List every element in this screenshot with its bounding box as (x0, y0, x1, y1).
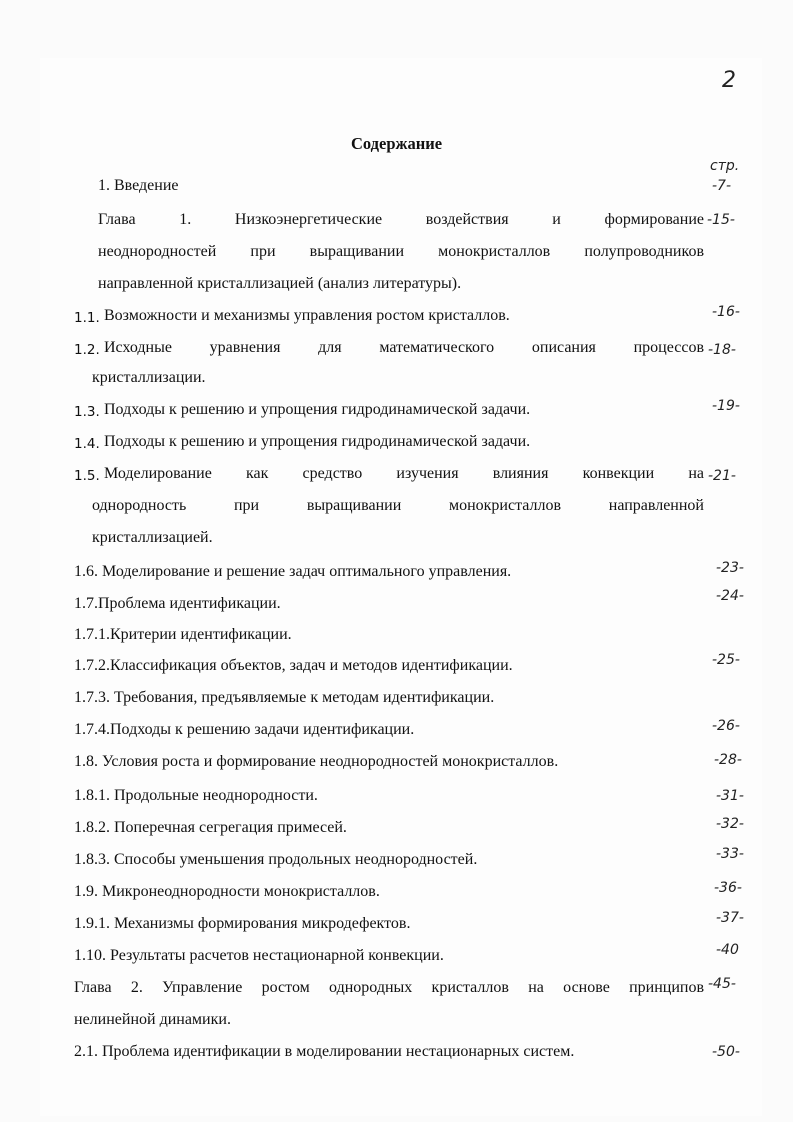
toc-page-1-6: -23- (716, 560, 744, 576)
toc-entry-1-9: 1.9. Микронеоднородности монокристаллов. (74, 883, 380, 900)
toc-entry-introduction: 1. Введение (98, 177, 179, 194)
toc-entry-1-7-2: 1.7.2.Классификация объектов, задач и методов идентификации. (74, 657, 513, 674)
toc-entry-1-4: Подходы к решению и упрощения гидродинамической задачи. (104, 433, 531, 450)
toc-page-1-5: -21- (708, 468, 736, 484)
toc-entry-1-7-4: 1.7.4.Подходы к решению задачи идентификации. (74, 721, 415, 738)
toc-page-1-8: -28- (714, 752, 742, 768)
page-column-header: стр. (710, 158, 740, 174)
toc-number-1-1: 1.1. (74, 310, 100, 326)
toc-page-1-8-1: -31- (716, 788, 744, 804)
toc-entry-1-5-line-3: кристаллизацией. (92, 529, 213, 546)
toc-entry-1-8-2: 1.8.2. Поперечная сегрегация примесей. (74, 819, 347, 836)
toc-entry-chapter-1-line-3: направленной кристаллизацией (анализ литературы). (98, 275, 462, 292)
toc-entry-1-8-3: 1.8.3. Способы уменьшения продольных неоднородностей. (74, 851, 478, 868)
toc-entry-1-10: 1.10. Результаты расчетов нестационарной конвекции. (74, 947, 444, 964)
page-number: 2 (722, 68, 736, 93)
toc-entry-1-5-line-1: Моделирование как средство изучения влияния конвекции на (104, 465, 704, 482)
toc-entry-1-7-1: 1.7.1.Критерии идентификации. (74, 626, 292, 643)
toc-page-1-7-2: -25- (712, 652, 740, 668)
toc-entry-1-8: 1.8. Условия роста и формирование неоднородностей монокристаллов. (74, 753, 559, 770)
toc-entry-chapter-2-line-1: Глава 2. Управление ростом однородных кристаллов на основе принципов (74, 979, 704, 996)
toc-page-1-7-4: -26- (712, 718, 740, 734)
toc-entry-1-1: Возможности и механизмы управления ростом кристаллов. (104, 307, 510, 324)
toc-page-1-9-1: -37- (716, 910, 744, 926)
toc-page-1-3: -19- (712, 398, 740, 414)
toc-number-1-2: 1.2. (74, 342, 100, 358)
toc-entry-1-5-line-2: однородность при выращивании монокристаллов направленной (92, 497, 704, 514)
toc-page-1-7: -24- (716, 588, 744, 604)
toc-entry-chapter-1-line-1: Глава 1. Низкоэнергетические воздействия и формирование (98, 211, 704, 228)
toc-entry-1-7: 1.7.Проблема идентификации. (74, 595, 281, 612)
toc-number-1-5: 1.5. (74, 468, 100, 484)
toc-entry-1-9-1: 1.9.1. Механизмы формирования микродефектов. (74, 915, 411, 932)
toc-entry-2-1: 2.1. Проблема идентификации в моделировании нестационарных систем. (74, 1043, 575, 1060)
page-title: Содержание (350, 134, 443, 153)
toc-page-1-9: -36- (714, 880, 742, 896)
toc-entry-1-3: Подходы к решению и упрощения гидродинамической задачи. (104, 401, 531, 418)
toc-page-1-10: -40 (716, 942, 739, 958)
toc-number-1-4: 1.4. (74, 436, 100, 452)
toc-entry-1-6: 1.6. Моделирование и решение задач оптимального управления. (74, 563, 512, 580)
toc-entry-1-7-3: 1.7.3. Требования, предъявляемые к методам идентификации. (74, 689, 495, 706)
toc-page-1-8-2: -32- (716, 816, 744, 832)
toc-entry-1-8-1: 1.8.1. Продольные неоднородности. (74, 787, 318, 804)
toc-page-introduction: -7- (712, 178, 732, 194)
toc-entry-1-2-line-2: кристаллизации. (92, 369, 206, 386)
toc-page-1-1: -16- (712, 304, 740, 320)
toc-entry-chapter-1-line-2: неоднородностей при выращивании монокристаллов полупроводников (98, 243, 704, 260)
toc-page-chapter-1: -15- (707, 212, 735, 228)
toc-number-1-3: 1.3. (74, 404, 100, 420)
toc-page-2-1: -50- (712, 1044, 740, 1060)
toc-page-chapter-2: -45- (708, 976, 736, 992)
toc-page-1-2: -18- (708, 342, 736, 358)
toc-entry-chapter-2-line-2: нелинейной динамики. (74, 1011, 231, 1028)
toc-page-1-8-3: -33- (716, 846, 744, 862)
toc-entry-1-2-line-1: Исходные уравнения для математического описания процессов (104, 339, 704, 356)
